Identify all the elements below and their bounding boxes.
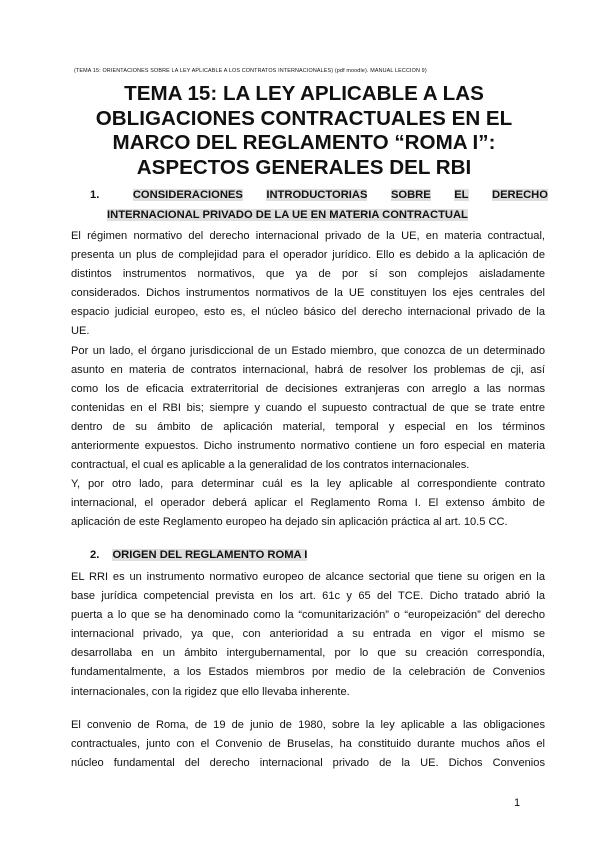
- text-line: asunto en materia de contratos internacional, habrá de resolver los problemas de cji, así: [71, 363, 545, 376]
- text-line: internacional privado, ya que, con anterioridad a su entrada en vigor el mismo se: [71, 628, 545, 641]
- heading-text: ORIGEN DEL REGLAMENTO ROMA I: [112, 549, 308, 561]
- text-line: El régimen normativo del derecho internacional privado de la UE, en materia contractual,: [71, 230, 545, 242]
- section-number: 2.: [90, 549, 100, 561]
- text-line: presenta un plus de complejidad para el operador jurídico. Ello es debido a la aplicación de: [71, 249, 545, 262]
- section-2-body-continued: [71, 716, 545, 773]
- page-number: 1: [514, 797, 521, 809]
- paragraph: [71, 227, 545, 342]
- running-header: (TEMA 15: ORIENTACIONES SOBRE LA LEY APLICABLE A LOS CONTRATOS INTERNACIONALES) (pdf moodle). MANUAL LECCIÓN 9): [74, 68, 427, 74]
- text-line: desarrollaba en un ámbito intergubernamental, por lo que su creación correspondía,: [71, 647, 545, 660]
- section-1-heading: [90, 189, 548, 229]
- text-line: fundamentalmente, a los Estados miembros por medio de la celebración de Convenios: [71, 666, 545, 679]
- text-line: internacionales, con la rigidez que ello llevaba inherente.: [71, 685, 350, 698]
- text-line: contractuales, junto con el Convenio de Bruselas, ha constituido durante muchos años el: [71, 738, 545, 751]
- section-number: 1.: [90, 189, 100, 201]
- text-line: distintos instrumentos normativos, que ya de por sí son complejos aisladamente: [71, 268, 545, 281]
- heading-word: INTRODUCTORIAS: [266, 189, 368, 201]
- text-line: EL RRI es un instrumento normativo europeo de alcance sectorial que tiene su origen en la: [71, 571, 545, 583]
- text-line: UE.: [71, 325, 90, 338]
- paragraph: [71, 716, 545, 773]
- heading-word: DERECHO: [492, 189, 548, 201]
- text-line: como los de eficacia extraterritorial de decisiones extranjeras con arreglo a las normas: [71, 382, 545, 395]
- text-line: contractual, el cual es aplicable a la generalidad de los contratos internacionales.: [71, 459, 470, 472]
- text-line: contenidas en el RBI bis; siempre y cuando el supuesto contractual de que se trate entre: [71, 401, 545, 414]
- text-line: considerados. Dichos instrumentos normativos de la UE constituyen los ejes centrales del: [71, 287, 545, 300]
- text-line: anteriormente expuestos. Dicho instrumento normativo contiene un foro especial en materia: [71, 440, 545, 453]
- title-line: TEMA 15: LA LEY APLICABLE A LAS: [124, 82, 484, 105]
- heading-text: INTERNACIONAL PRIVADO DE LA UE EN MATERIA CONTRACTUAL: [107, 209, 468, 221]
- section-2-heading: [90, 549, 307, 561]
- title-line: MARCO DEL REGLAMENTO “ROMA I”:: [112, 131, 496, 154]
- text-line: Y, por otro lado, para determinar cuál es la ley aplicable al correspondiente contrato: [71, 478, 545, 491]
- section-1-body: [71, 227, 545, 533]
- page-title: [60, 82, 548, 180]
- paragraph: [71, 475, 545, 532]
- paragraph: [71, 342, 545, 476]
- section-1-heading-line-2: [90, 209, 548, 229]
- heading-word: EL: [454, 189, 469, 201]
- text-line: espacio judicial europeo, esto es, el núcleo básico del derecho internacional privado de la: [71, 306, 545, 319]
- title-line: OBLIGACIONES CONTRACTUALES EN EL: [95, 106, 513, 130]
- text-line: aplicación de este Reglamento europeo ha dejado sin aplicación práctica al art. 10.5 CC.: [71, 516, 508, 529]
- text-line: dentro de su ámbito de aplicación material, temporal y especial en los términos: [71, 420, 545, 433]
- text-line: base jurídica competencial prevista en los art. 61c y 65 del TCE. Dicho tratado abrió la: [71, 590, 545, 603]
- text-line: puerta a lo que se ha denominado como la “comunitarización” o “europeización” del derecho: [71, 609, 545, 622]
- title-line: ASPECTOS GENERALES DEL RBI: [136, 155, 472, 179]
- paragraph: [71, 568, 545, 702]
- heading-word: SOBRE: [390, 189, 431, 201]
- text-line: núcleo fundamental del derecho internacional privado de la UE. Dichos Convenios: [71, 757, 545, 770]
- text-line: El convenio de Roma, de 19 de junio de 1980, sobre la ley aplicable a las obligaciones: [71, 719, 545, 731]
- section-1-heading-line-1: [90, 189, 548, 209]
- text-line: Por un lado, el órgano jurisdiccional de un Estado miembro, que conozca de un determinado: [71, 344, 545, 357]
- text-line: internacional, el operador deberá aplicar el Reglamento Roma I. El extenso ámbito de: [71, 497, 545, 510]
- section-2-body: [71, 568, 545, 702]
- heading-word: CONSIDERACIONES: [132, 189, 243, 201]
